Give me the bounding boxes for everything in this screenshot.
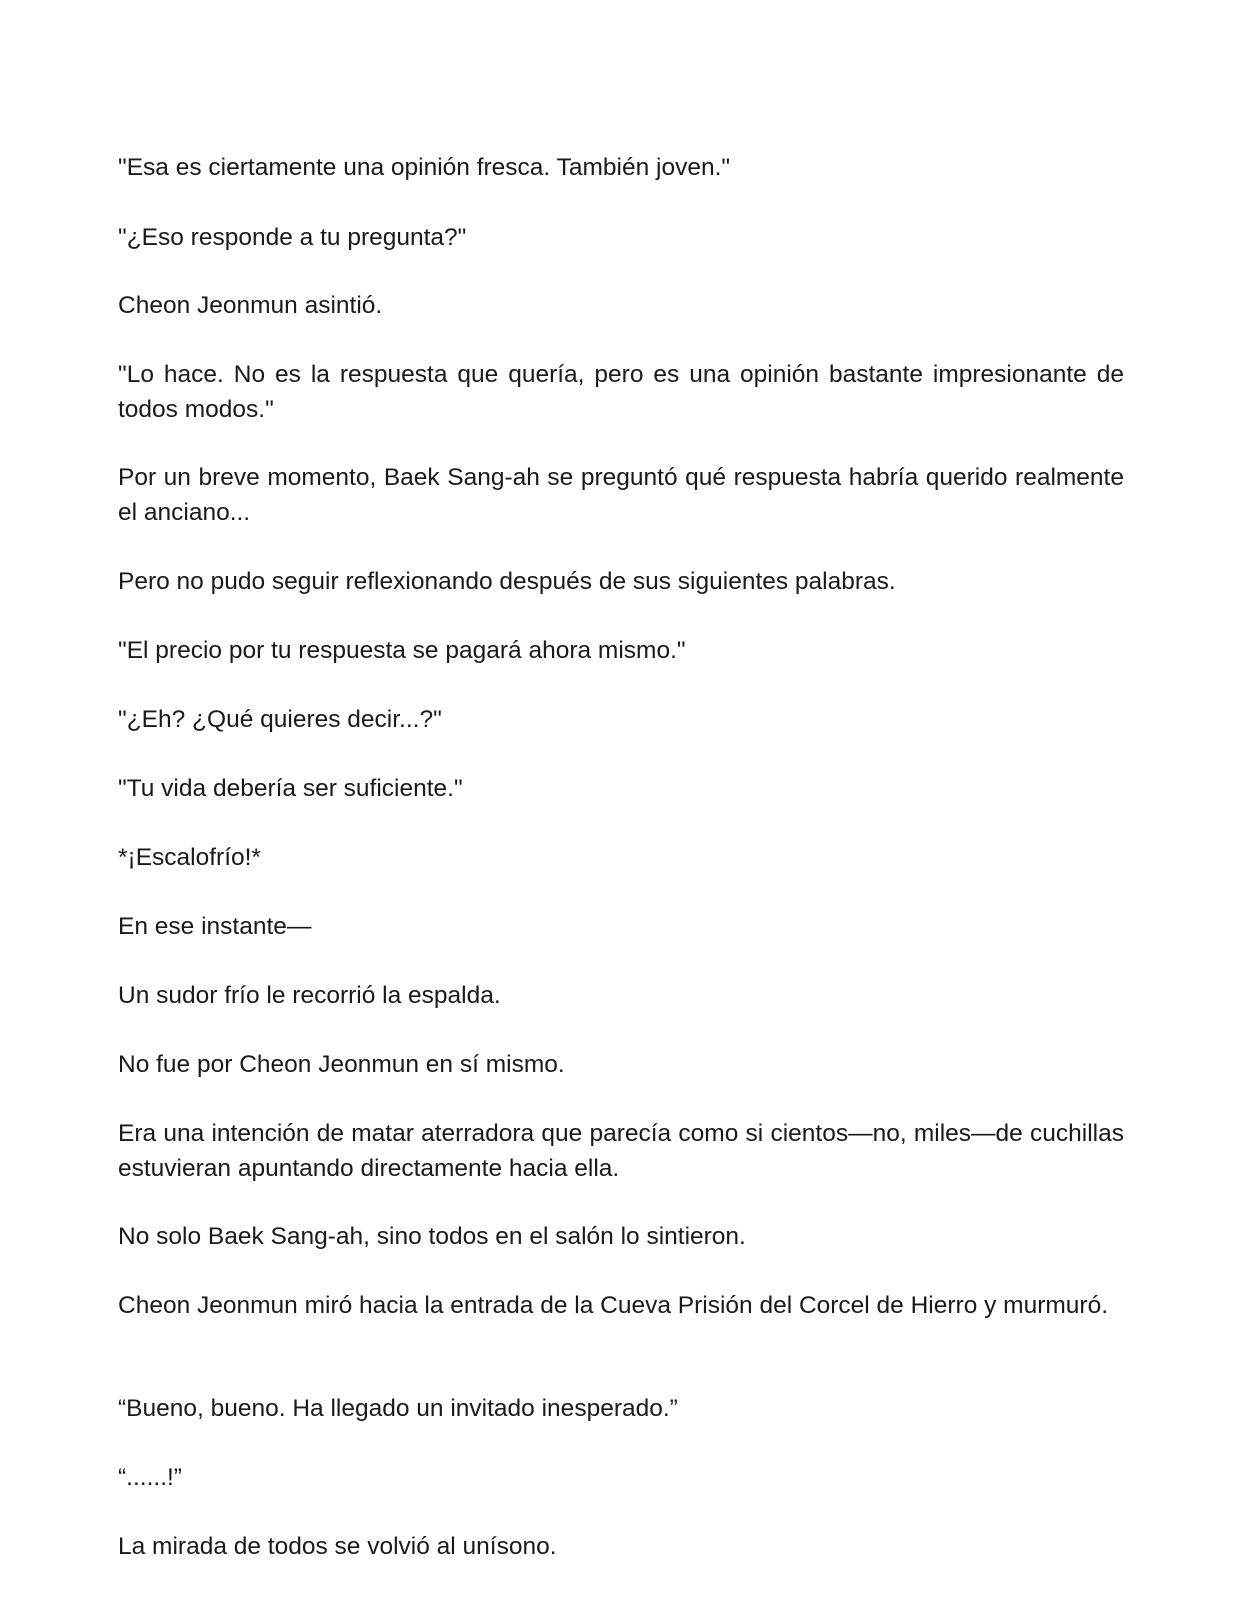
paragraph-19: La mirada de todos se volvió al unísono.: [118, 1533, 557, 1560]
paragraph-2: "¿Eso responde a tu pregunta?": [118, 224, 467, 251]
paragraph-8: "¿Eh? ¿Qué quieres decir...?": [118, 706, 442, 733]
paragraph-12: Un sudor frío le recorrió la espalda.: [118, 982, 501, 1009]
paragraph-10: *¡Escalofrío!*: [118, 844, 261, 871]
paragraph-18: “......!”: [118, 1464, 182, 1491]
paragraph-6: Pero no pudo seguir reflexionando después de sus siguientes palabras.: [118, 568, 896, 595]
paragraph-4: "Lo hace. No es la respuesta que quería, pero es una opinión bastante impresionante de todos modos.": [118, 361, 1124, 423]
paragraph-3: Cheon Jeonmun asintió.: [118, 292, 383, 319]
paragraph-9: "Tu vida debería ser suficiente.": [118, 775, 463, 802]
paragraph-16: Cheon Jeonmun miró hacia la entrada de la Cueva Prisión del Corcel de Hierro y murmuró.: [118, 1292, 1109, 1319]
paragraph-13: No fue por Cheon Jeonmun en sí mismo.: [118, 1051, 565, 1078]
paragraph-1: "Esa es ciertamente una opinión fresca. También joven.": [118, 154, 731, 181]
paragraph-5: Por un breve momento, Baek Sang-ah se preguntó qué respuesta habría querido realmente el anciano...: [118, 464, 1124, 526]
paragraph-17: “Bueno, bueno. Ha llegado un invitado inesperado.”: [118, 1395, 678, 1422]
paragraph-7: "El precio por tu respuesta se pagará ahora mismo.": [118, 637, 686, 664]
paragraph-15: No solo Baek Sang-ah, sino todos en el salón lo sintieron.: [118, 1223, 746, 1250]
paragraph-11: En ese instante—: [118, 913, 312, 940]
paragraph-14: Era una intención de matar aterradora que parecía como si cientos—no, miles—de cuchillas estuvieran apuntando directamente hacia ella.: [118, 1120, 1124, 1182]
